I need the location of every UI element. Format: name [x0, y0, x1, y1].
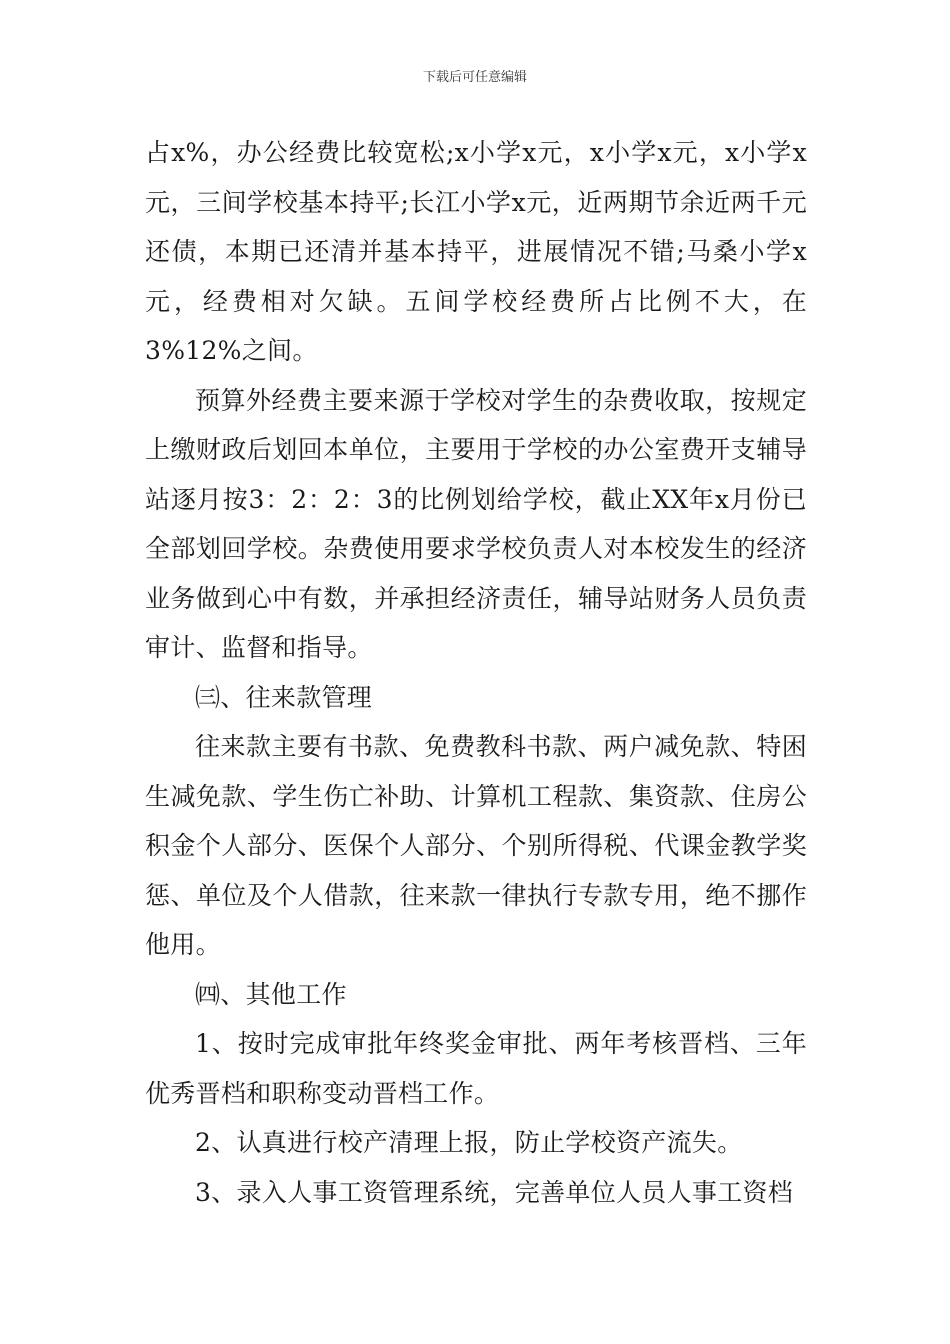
- section-heading-accounts: ㈢、往来款管理: [195, 682, 373, 712]
- paragraph-accounts-management: 往来款主要有书款、免费教科书款、两户减免款、特困生减免款、学生伤亡补助、计算机工程款、集资款、住房公积金个人部分、医保个人部分、个别所得税、代课金教学奖惩、单位及个人借款，往来款一律执行专款专用，绝不挪作他用。: [145, 732, 807, 959]
- page-header: 下载后可任意编辑: [422, 70, 527, 85]
- paragraph-expense-summary: 占x%，办公经费比较宽松;x小学x元，x小学x元，x小学x元，三间学校基本持平;长江小学x元，近两期节余近两千元还债，本期已还清并基本持平，进展情况不错;马桑小学x元，经费相对欠缺。五间学校经费所占比例不大，在3%12%之间。: [145, 138, 807, 365]
- paragraph-extra-budget-funds: 预算外经费主要来源于学校对学生的杂费收取，按规定上缴财政后划回本单位，主要用于学校的办公室费开支辅导站逐月按3：2：2：3的比例划给学校，截止XX年x月份已全部划回学校。杂费使用要求学校负责人对本校发生的经济业务做到心中有数，并承担经济责任，辅导站财务人员负责审计、监督和指导。: [145, 385, 807, 662]
- list-item-3: 3、录入人事工资管理系统，完善单位人员人事工资档: [195, 1177, 794, 1207]
- list-item-1: 1、按时完成审批年终奖金审批、两年考核晋档、三年优秀晋档和职称变动晋档工作。: [145, 1029, 807, 1108]
- section-heading-other-work: ㈣、其他工作: [195, 979, 347, 1009]
- document-body: [145, 128, 807, 1217]
- list-item-2: 2、认真进行校产清理上报，防止学校资产流失。: [195, 1128, 743, 1157]
